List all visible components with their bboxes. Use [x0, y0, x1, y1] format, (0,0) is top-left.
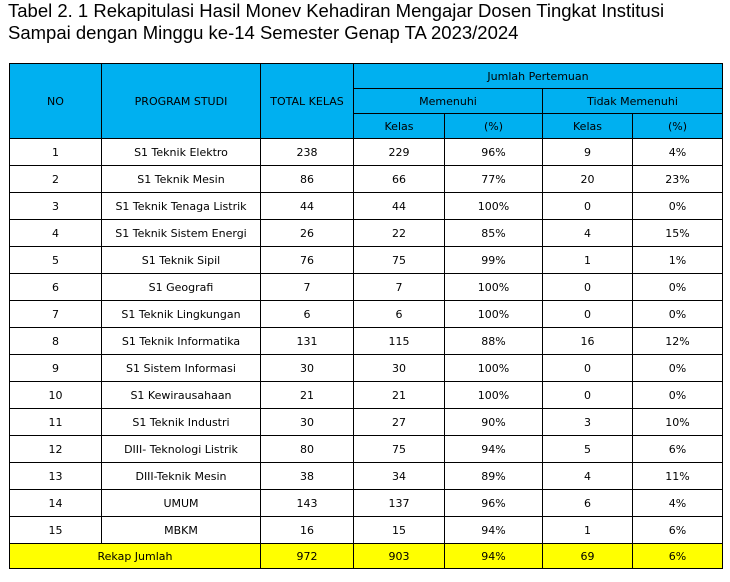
cell-total-kelas: 44: [261, 193, 354, 220]
cell-program-studi: S1 Teknik Mesin: [102, 166, 261, 193]
cell-memenuhi-pct: 100%: [445, 382, 543, 409]
table-header: [10, 64, 723, 139]
header-row-1: [10, 64, 723, 89]
cell-memenuhi-kelas: 7: [354, 274, 445, 301]
cell-program-studi: S1 Teknik Sistem Energi: [102, 220, 261, 247]
summary-row: [10, 544, 723, 569]
cell-tidak-pct: 0%: [633, 301, 723, 328]
cell-tidak-kelas: 6: [543, 490, 633, 517]
cell-memenuhi-kelas: 6: [354, 301, 445, 328]
header-tidak-memenuhi: Tidak Memenuhi: [543, 89, 723, 114]
table-footer: [10, 544, 723, 569]
cell-memenuhi-kelas: 66: [354, 166, 445, 193]
cell-memenuhi-pct: 88%: [445, 328, 543, 355]
cell-tidak-pct: 6%: [633, 436, 723, 463]
table-row: [10, 139, 723, 166]
cell-memenuhi-kelas: 44: [354, 193, 445, 220]
cell-memenuhi-pct: 96%: [445, 139, 543, 166]
header-tidak-pct: (%): [633, 114, 723, 139]
cell-memenuhi-pct: 96%: [445, 490, 543, 517]
table-row: [10, 355, 723, 382]
table-row: [10, 490, 723, 517]
cell-no: 11: [10, 409, 102, 436]
cell-no: 4: [10, 220, 102, 247]
cell-memenuhi-pct: 94%: [445, 517, 543, 544]
cell-total-kelas: 16: [261, 517, 354, 544]
cell-memenuhi-kelas: 34: [354, 463, 445, 490]
summary-tidak-pct: 6%: [633, 544, 723, 569]
cell-no: 2: [10, 166, 102, 193]
cell-program-studi: MBKM: [102, 517, 261, 544]
cell-total-kelas: 7: [261, 274, 354, 301]
cell-tidak-kelas: 5: [543, 436, 633, 463]
table-row: [10, 409, 723, 436]
table-row: [10, 166, 723, 193]
header-memenuhi-kelas: Kelas: [354, 114, 445, 139]
cell-no: 6: [10, 274, 102, 301]
cell-program-studi: DIII-Teknik Mesin: [102, 463, 261, 490]
summary-tidak-kelas: 69: [543, 544, 633, 569]
cell-memenuhi-kelas: 21: [354, 382, 445, 409]
header-no: NO: [10, 64, 102, 139]
cell-program-studi: S1 Teknik Industri: [102, 409, 261, 436]
cell-memenuhi-pct: 85%: [445, 220, 543, 247]
cell-memenuhi-kelas: 27: [354, 409, 445, 436]
table-caption: [8, 0, 728, 44]
cell-tidak-kelas: 1: [543, 247, 633, 274]
header-memenuhi: Memenuhi: [354, 89, 543, 114]
cell-no: 1: [10, 139, 102, 166]
header-tidak-kelas: Kelas: [543, 114, 633, 139]
summary-memenuhi-pct: 94%: [445, 544, 543, 569]
cell-program-studi: S1 Sistem Informasi: [102, 355, 261, 382]
cell-memenuhi-pct: 94%: [445, 436, 543, 463]
cell-memenuhi-pct: 77%: [445, 166, 543, 193]
cell-no: 9: [10, 355, 102, 382]
cell-memenuhi-kelas: 22: [354, 220, 445, 247]
header-memenuhi-pct: (%): [445, 114, 543, 139]
cell-total-kelas: 238: [261, 139, 354, 166]
cell-memenuhi-pct: 100%: [445, 355, 543, 382]
cell-total-kelas: 38: [261, 463, 354, 490]
cell-memenuhi-kelas: 229: [354, 139, 445, 166]
cell-no: 15: [10, 517, 102, 544]
table-row: [10, 274, 723, 301]
table-row: [10, 382, 723, 409]
cell-total-kelas: 21: [261, 382, 354, 409]
cell-no: 12: [10, 436, 102, 463]
cell-no: 7: [10, 301, 102, 328]
cell-program-studi: DIII- Teknologi Listrik: [102, 436, 261, 463]
cell-no: 3: [10, 193, 102, 220]
cell-tidak-pct: 0%: [633, 355, 723, 382]
cell-memenuhi-kelas: 115: [354, 328, 445, 355]
cell-total-kelas: 143: [261, 490, 354, 517]
cell-memenuhi-kelas: 75: [354, 247, 445, 274]
cell-memenuhi-kelas: 15: [354, 517, 445, 544]
table-row: [10, 436, 723, 463]
cell-no: 10: [10, 382, 102, 409]
cell-total-kelas: 80: [261, 436, 354, 463]
cell-tidak-pct: 10%: [633, 409, 723, 436]
cell-tidak-kelas: 16: [543, 328, 633, 355]
cell-no: 13: [10, 463, 102, 490]
cell-memenuhi-kelas: 30: [354, 355, 445, 382]
caption-line-1: Tabel 2. 1 Rekapitulasi Hasil Monev Kehadiran Mengajar Dosen Tingkat Institusi: [8, 0, 665, 21]
cell-tidak-pct: 0%: [633, 382, 723, 409]
cell-tidak-kelas: 4: [543, 463, 633, 490]
cell-program-studi: S1 Teknik Tenaga Listrik: [102, 193, 261, 220]
table-row: [10, 517, 723, 544]
caption-line-2: Sampai dengan Minggu ke-14 Semester Genap TA 2023/2024: [8, 22, 519, 43]
cell-no: 8: [10, 328, 102, 355]
header-total-kelas: TOTAL KELAS: [261, 64, 354, 139]
table-row: [10, 301, 723, 328]
cell-tidak-pct: 11%: [633, 463, 723, 490]
cell-memenuhi-kelas: 75: [354, 436, 445, 463]
cell-memenuhi-pct: 100%: [445, 274, 543, 301]
cell-tidak-kelas: 9: [543, 139, 633, 166]
cell-total-kelas: 30: [261, 409, 354, 436]
cell-program-studi: S1 Teknik Sipil: [102, 247, 261, 274]
cell-tidak-kelas: 4: [543, 220, 633, 247]
cell-tidak-pct: 6%: [633, 517, 723, 544]
cell-memenuhi-pct: 99%: [445, 247, 543, 274]
summary-memenuhi-kelas: 903: [354, 544, 445, 569]
header-jumlah-pertemuan: Jumlah Pertemuan: [354, 64, 723, 89]
cell-memenuhi-pct: 89%: [445, 463, 543, 490]
cell-tidak-pct: 12%: [633, 328, 723, 355]
cell-tidak-kelas: 0: [543, 355, 633, 382]
cell-program-studi: S1 Kewirausahaan: [102, 382, 261, 409]
cell-tidak-pct: 23%: [633, 166, 723, 193]
cell-memenuhi-pct: 100%: [445, 193, 543, 220]
cell-tidak-pct: 15%: [633, 220, 723, 247]
table-row: [10, 220, 723, 247]
header-program-studi: PROGRAM STUDI: [102, 64, 261, 139]
table-body: [10, 139, 723, 544]
cell-tidak-kelas: 0: [543, 301, 633, 328]
table-row: [10, 193, 723, 220]
cell-total-kelas: 26: [261, 220, 354, 247]
cell-program-studi: S1 Geografi: [102, 274, 261, 301]
cell-tidak-kelas: 0: [543, 274, 633, 301]
cell-program-studi: S1 Teknik Lingkungan: [102, 301, 261, 328]
cell-tidak-kelas: 3: [543, 409, 633, 436]
cell-memenuhi-pct: 90%: [445, 409, 543, 436]
cell-total-kelas: 30: [261, 355, 354, 382]
table-row: [10, 328, 723, 355]
cell-memenuhi-kelas: 137: [354, 490, 445, 517]
cell-tidak-pct: 1%: [633, 247, 723, 274]
cell-tidak-kelas: 0: [543, 382, 633, 409]
cell-no: 14: [10, 490, 102, 517]
cell-tidak-kelas: 0: [543, 193, 633, 220]
cell-memenuhi-pct: 100%: [445, 301, 543, 328]
cell-total-kelas: 86: [261, 166, 354, 193]
cell-tidak-kelas: 20: [543, 166, 633, 193]
cell-tidak-pct: 4%: [633, 139, 723, 166]
cell-total-kelas: 76: [261, 247, 354, 274]
cell-program-studi: S1 Teknik Elektro: [102, 139, 261, 166]
cell-total-kelas: 131: [261, 328, 354, 355]
cell-tidak-pct: 4%: [633, 490, 723, 517]
cell-program-studi: UMUM: [102, 490, 261, 517]
cell-total-kelas: 6: [261, 301, 354, 328]
cell-no: 5: [10, 247, 102, 274]
cell-tidak-pct: 0%: [633, 193, 723, 220]
table-row: [10, 247, 723, 274]
cell-program-studi: S1 Teknik Informatika: [102, 328, 261, 355]
cell-tidak-pct: 0%: [633, 274, 723, 301]
summary-label: Rekap Jumlah: [10, 544, 261, 569]
table-row: [10, 463, 723, 490]
rekap-table: [9, 63, 723, 569]
summary-total-kelas: 972: [261, 544, 354, 569]
cell-tidak-kelas: 1: [543, 517, 633, 544]
